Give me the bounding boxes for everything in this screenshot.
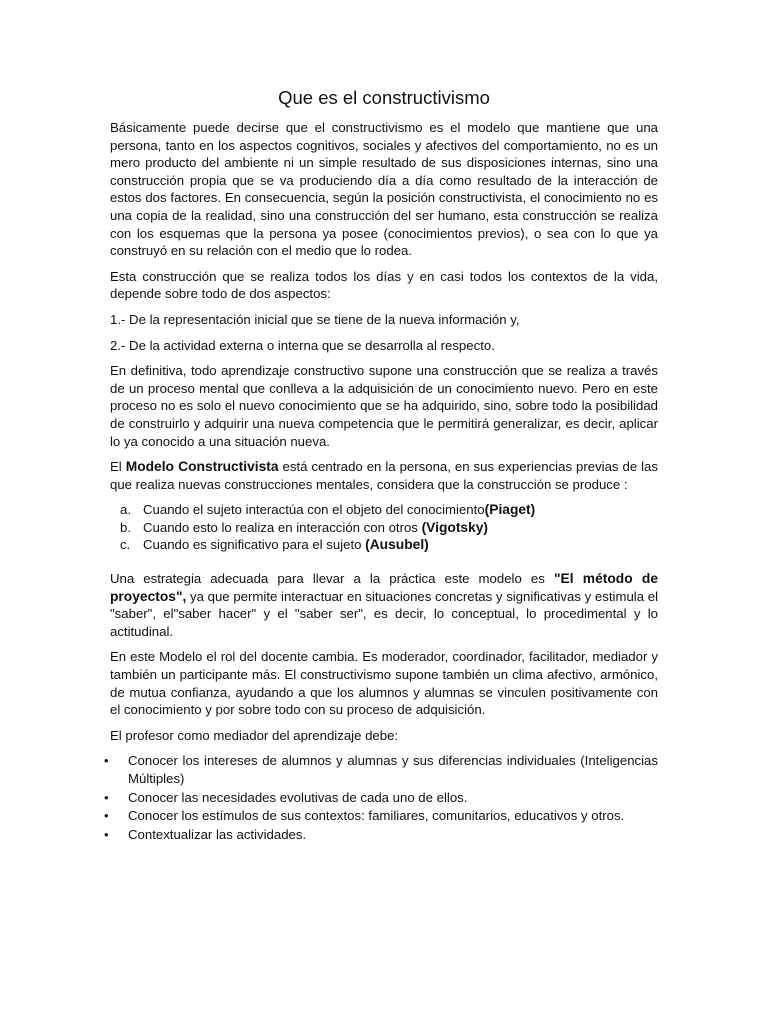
list-item <box>104 789 658 807</box>
list-item <box>104 826 658 844</box>
bullet-icon: • <box>104 826 109 842</box>
paragraph-project-method <box>110 570 658 640</box>
paragraph-teacher-mediator: El profesor como mediador del aprendizaje debe: <box>110 727 399 743</box>
list-item <box>104 807 658 825</box>
list-item <box>104 752 658 787</box>
author-name: (Vigotsky) <box>421 519 489 535</box>
paragraph-aspect-2: 2.- De la actividad externa o interna que se desarrolla al respecto. <box>110 337 495 353</box>
text-run: El <box>110 459 126 475</box>
bold-text: Modelo Constructivista <box>125 459 279 475</box>
text-run: está centrado en la persona, en sus experiencias previas de las que realiza nuevas construcciones mentales, considera que la construcción se produce : <box>110 459 658 492</box>
document-title: Que es el constructivismo <box>278 87 490 108</box>
list-marker: a. <box>120 502 131 518</box>
teacher-duties-list <box>104 752 658 843</box>
list-item <box>110 536 658 554</box>
list-item <box>110 501 658 519</box>
document-body <box>104 86 658 844</box>
bullet-icon: • <box>104 789 109 805</box>
paragraph-constructivist-model <box>110 458 658 493</box>
list-item-text: Cuando es significativo para el sujeto <box>143 537 366 553</box>
paragraph-teacher-role: En este Modelo el rol del docente cambia. Es moderador, coordinador, facilitador, mediador y también un participante más. El constructivismo supone también un clima afectivo, armónico, de mutua confianza, ayudando a que los alumnos y alumnas se vinculen positivamente con el conocimiento y por sobre todo con su proceso de adquisición. <box>110 649 658 718</box>
list-marker: c. <box>120 537 131 553</box>
author-name: (Ausubel) <box>365 537 429 553</box>
bold-text: "El método de proyectos", <box>110 571 658 604</box>
list-item <box>110 519 658 537</box>
author-name: (Piaget) <box>484 502 536 518</box>
list-item-text: Conocer las necesidades evolutivas de cada uno de ellos. <box>128 789 468 805</box>
list-item-text: Cuando el sujeto interactúa con el objeto del conocimiento <box>143 502 485 518</box>
list-item-text: Contextualizar las actividades. <box>128 826 307 842</box>
bullet-icon: • <box>104 753 109 769</box>
paragraph-definition: Básicamente puede decirse que el constructivismo es el modelo que mantiene que una persona, tanto en los aspectos cognitivos, sociales y afectivos del comportamiento, no es un mero producto del ambiente ni un simple resultado de sus disposiciones internas, sino una construcción propia que se va produciendo día a día como resultado de la interacción de estos dos factores. En consecuencia, según la posición constructivista, el conocimiento no es una copia de la realidad, sino una construcción del ser humano, esta construcción se realiza con los esquemas que la persona ya posee (conocimientos previos), o sea con lo que ya construyó en su relación con el medio que lo rodea. <box>110 120 658 259</box>
paragraph-constructive-learning: En definitiva, todo aprendizaje constructivo supone una construcción que se realiza a través de un proceso mental que conlleva a la adquisición de un conocimiento nuevo. Pero en este proceso no es solo el nuevo conocimiento que se ha adquirido, sino, sobre todo la posibilidad de construirlo y adquirir una nueva competencia que le permitirá generalizar, es decir, aplicar lo ya conocido a una situación nueva. <box>110 363 658 449</box>
text-run: Una estrategia adecuada para llevar a la práctica este modelo es <box>110 571 554 587</box>
list-item-text: Conocer los intereses de alumnos y alumnas y sus diferencias individuales (Inteligencias Múltiples) <box>128 753 658 786</box>
list-item-text: Cuando esto lo realiza en interacción con otros <box>143 519 422 535</box>
paragraph-construction-aspects: Esta construcción que se realiza todos los días y en casi todos los contextos de la vida, depende sobre todo de dos aspectos: <box>110 268 658 302</box>
construction-conditions-list <box>110 501 658 554</box>
paragraph-aspect-1: 1.- De la representación inicial que se tiene de la nueva información y, <box>110 311 520 327</box>
bullet-icon: • <box>104 808 109 824</box>
list-item-text: Conocer los estímulos de sus contextos: familiares, comunitarios, educativos y otros. <box>128 808 625 824</box>
list-marker: b. <box>120 519 131 535</box>
text-run: ya que permite interactuar en situaciones concretas y significativas y estimula el "saber", el"saber hacer" y el "saber ser", es decir, lo conceptual, lo procedimental y lo actitudinal. <box>110 588 658 639</box>
